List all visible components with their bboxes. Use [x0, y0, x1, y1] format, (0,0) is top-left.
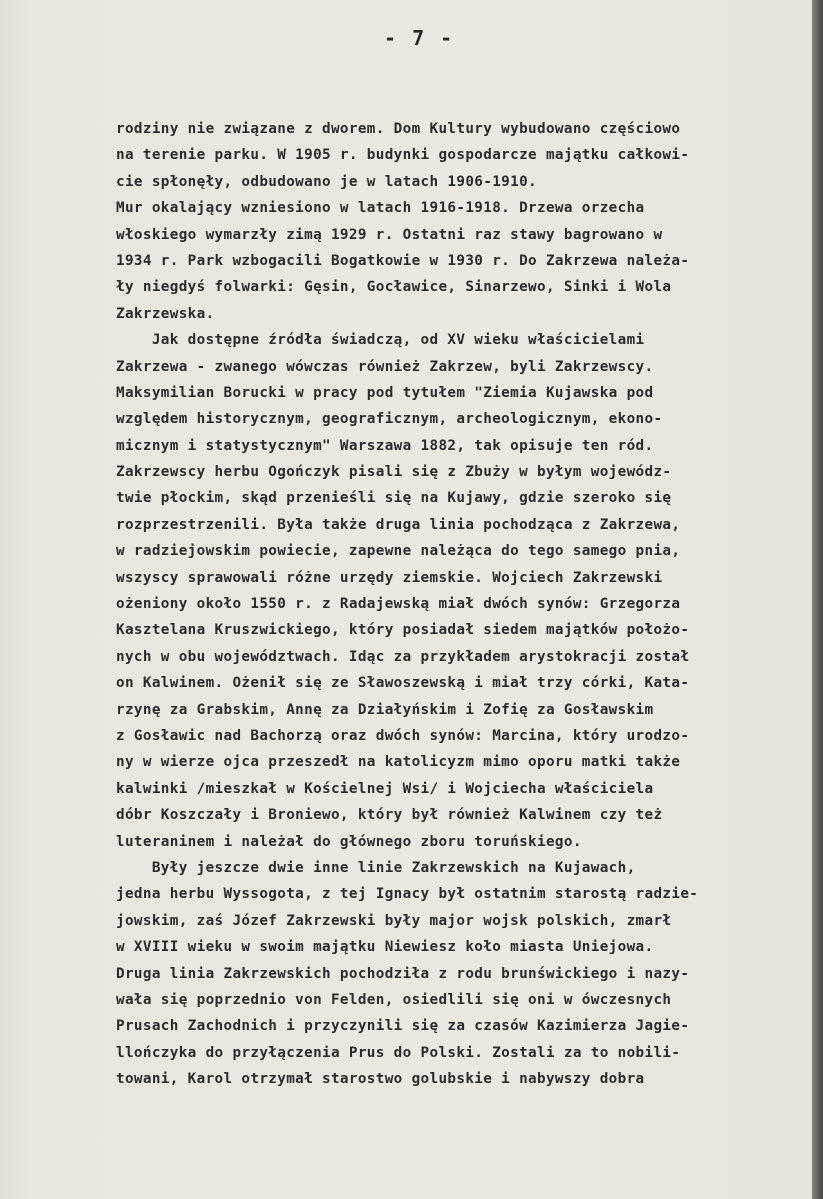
text-line: ny w wierze ojca przeszedł na katolicyzm mimo oporu matki także	[116, 754, 681, 771]
text-line: ożeniony około 1550 r. z Radajewską miał dwóch synów: Grzegorza	[116, 596, 681, 613]
text-line: ły niegdyś folwarki: Gęsin, Gocławice, Sinarzewo, Sinki i Wola	[116, 279, 672, 296]
text-line: 1934 r. Park wzbogacili Bogatkowie w 1930 r. Do Zakrzewa należa-	[116, 252, 690, 269]
text-line: wszyscy sprawowali różne urzędy ziemskie. Wojciech Zakrzewski	[116, 569, 663, 586]
text-line: na terenie parku. W 1905 r. budynki gospodarcze majątku całkowi-	[116, 147, 690, 164]
text-line: rodziny nie związane z dworem. Dom Kultury wybudowano częściowo	[116, 121, 681, 137]
text-line: w XVIII wieku w swoim majątku Niewiesz koło miasta Uniejowa.	[116, 939, 654, 956]
text-line: jowskim, zaś Józef Zakrzewski były major wojsk polskich, zmarł	[116, 912, 672, 929]
page-number: - 7 -	[384, 26, 455, 50]
text-line: dóbr Koszczały i Broniewo, który był również Kalwinem czy też	[116, 807, 663, 824]
text-line: cie spłonęły, odbudowano je w latach 1906-1910.	[116, 173, 537, 190]
page-edge-shadow	[812, 0, 823, 1199]
text-line: wała się poprzednio von Felden, osiedlili się oni w ówczesnych	[116, 991, 672, 1008]
text-line: względem historycznym, geograficznym, archeologicznym, ekono-	[116, 411, 663, 428]
text-line: włoskiego wymarzły zimą 1929 r. Ostatni raz stawy bagrowano w	[116, 226, 663, 243]
text-line: Były jeszcze dwie inne linie Zakrzewskich na Kujawach,	[116, 859, 636, 876]
text-line: rzynę za Grabskim, Annę za Działyńskim i Zofię za Gosławskim	[116, 701, 654, 718]
text-line: w radziejowskim powiecie, zapewne należąca do tego samego pnia,	[116, 543, 681, 560]
text-line: Zakrzewa - zwanego wówczas również Zakrzew, byli Zakrzewscy.	[116, 358, 654, 375]
text-line: twie płockim, skąd przenieśli się na Kujawy, gdzie szeroko się	[116, 490, 672, 507]
text-line: Maksymilian Borucki w pracy pod tytułem "Ziemia Kujawska pod	[116, 384, 654, 401]
text-line: rozprzestrzenili. Była także druga linia pochodząca z Zakrzewa,	[116, 516, 681, 533]
text-line: on Kalwinem. Ożenił się ze Sławoszewską i miał trzy córki, Kata-	[116, 675, 690, 692]
text-line: jedna herbu Wyssogota, z tej Ignacy był ostatnim starostą radzie-	[116, 886, 699, 903]
text-line: kalwinki /mieszkał w Kościelnej Wsi/ i Wojciecha właściciela	[116, 780, 654, 797]
text-line: nych w obu województwach. Idąc za przykładem arystokracji został	[116, 648, 690, 665]
text-line: micznym i statystycznym" Warszawa 1882, tak opisuje ten ród.	[116, 437, 654, 454]
text-line: Zakrzewska.	[116, 305, 215, 322]
text-line: Jak dostępne źródła świadczą, od XV wieku właścicielami	[116, 332, 645, 349]
text-line: Prusach Zachodnich i przyczynili się za czasów Kazimierza Jagie-	[116, 1018, 690, 1035]
text-line: Mur okalający wzniesiono w latach 1916-1918. Drzewa orzecha	[116, 200, 645, 217]
text-line: Druga linia Zakrzewskich pochodziła z rodu brunświckiego i nazy-	[116, 965, 690, 982]
text-line: Kasztelana Kruszwickiego, który posiadał siedem majątków położo-	[116, 622, 690, 639]
body-text	[116, 116, 796, 1092]
text-line: llończyka do przyłączenia Prus do Polski. Zostali za to nobili-	[116, 1044, 681, 1061]
text-line: towani, Karol otrzymał starostwo golubskie i nabywszy dobra	[116, 1071, 645, 1088]
text-line: Zakrzewscy herbu Ogończyk pisali się z Zbuży w byłym wojewódz-	[116, 464, 672, 481]
text-line: luteraninem i należał do głównego zboru toruńskiego.	[116, 833, 582, 850]
text-line: z Gosławic nad Bachorzą oraz dwóch synów: Marcina, który urodzo-	[116, 727, 690, 744]
